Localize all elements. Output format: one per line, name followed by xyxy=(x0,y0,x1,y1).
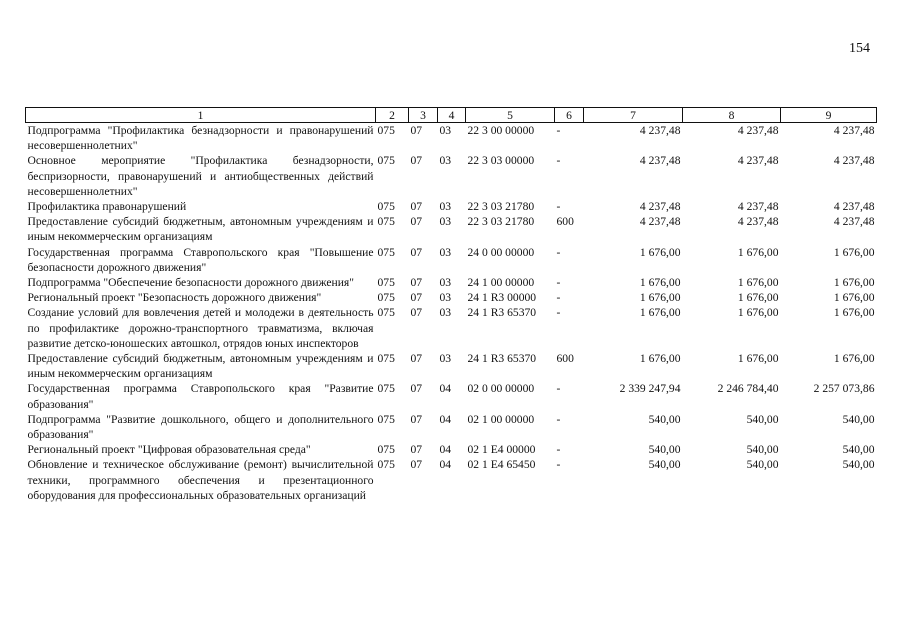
row-name: Обновление и техническое обслуживание (ремонт) вычислительной техники, программного обеспечения и презентационного оборудования для профессиональных образовательных организаций xyxy=(27,458,374,502)
row-amount-year-3: 1 676,00 xyxy=(833,352,875,366)
row-code-admin: 075 xyxy=(377,276,395,290)
table-body xyxy=(26,123,877,504)
row-code-target: 24 1 R3 00000 xyxy=(467,291,537,305)
row-code-target: 22 3 00 00000 xyxy=(467,124,535,137)
row-code-expense-type: - xyxy=(556,276,561,290)
row-name: Региональный проект "Безопасность дорожного движения" xyxy=(27,291,322,305)
row-name: Основное мероприятие "Профилактика безнадзорности, беспризорности, правонарушений и антиобщественных действий несовершеннолетних" xyxy=(27,154,374,198)
row-name: Государственная программа Ставропольского края "Развитие образования" xyxy=(27,382,374,411)
table-row xyxy=(26,214,877,244)
row-amount-year-2: 4 237,48 xyxy=(737,215,779,229)
row-amount-year-3: 1 676,00 xyxy=(833,245,875,259)
row-amount-year-1: 4 237,48 xyxy=(639,154,681,168)
row-amount-year-3: 540,00 xyxy=(842,412,875,426)
row-amount-year-1: 4 237,48 xyxy=(639,215,681,229)
row-code-section: 07 xyxy=(410,154,423,168)
row-name: Предоставление субсидий бюджетным, автономным учреждениям и иным некоммерческим организациям xyxy=(27,352,374,381)
row-amount-year-2: 4 237,48 xyxy=(737,200,779,214)
row-code-expense-type: - xyxy=(556,291,561,305)
row-code-target: 24 1 00 00000 xyxy=(467,276,535,290)
row-code-subsection: 04 xyxy=(439,412,452,426)
row-code-admin: 075 xyxy=(377,215,395,229)
row-amount-year-3: 1 676,00 xyxy=(833,306,875,320)
table-row xyxy=(26,457,877,503)
header-row xyxy=(26,108,877,123)
row-amount-year-1: 1 676,00 xyxy=(639,352,681,366)
row-code-section: 07 xyxy=(410,291,423,305)
row-code-subsection: 03 xyxy=(439,291,452,305)
row-code-admin: 075 xyxy=(377,124,395,137)
row-amount-year-1: 540,00 xyxy=(648,412,681,426)
row-code-expense-type: - xyxy=(556,458,561,472)
row-code-expense-type: - xyxy=(556,382,561,396)
row-amount-year-2: 1 676,00 xyxy=(737,306,779,320)
row-code-section: 07 xyxy=(410,215,423,229)
row-code-target: 02 1 00 00000 xyxy=(467,412,535,426)
row-code-expense-type: - xyxy=(556,245,561,259)
row-code-expense-type: 600 xyxy=(556,352,574,366)
row-code-section: 07 xyxy=(410,306,423,320)
row-code-section: 07 xyxy=(410,382,423,396)
row-amount-year-1: 1 676,00 xyxy=(639,276,681,290)
row-code-admin: 075 xyxy=(377,443,395,457)
row-code-target: 02 1 E4 00000 xyxy=(467,443,536,457)
row-name: Подпрограмма "Обеспечение безопасности дорожного движения" xyxy=(27,276,354,290)
row-code-subsection: 03 xyxy=(439,245,452,259)
row-code-target: 24 1 R3 65370 xyxy=(467,352,537,366)
row-code-expense-type: - xyxy=(556,306,561,320)
row-amount-year-1: 1 676,00 xyxy=(639,306,681,320)
row-code-subsection: 03 xyxy=(439,124,452,137)
row-amount-year-1: 540,00 xyxy=(648,458,681,472)
row-code-target: 02 1 E4 65450 xyxy=(467,458,536,472)
row-name: Профилактика правонарушений xyxy=(27,200,187,214)
header-cell: 7 xyxy=(584,108,683,123)
row-amount-year-3: 540,00 xyxy=(842,458,875,472)
table-row xyxy=(26,123,877,154)
row-code-subsection: 03 xyxy=(439,200,452,214)
row-code-admin: 075 xyxy=(377,412,395,426)
table-row xyxy=(26,275,877,290)
table-row xyxy=(26,412,877,442)
row-amount-year-2: 1 676,00 xyxy=(737,291,779,305)
row-code-subsection: 03 xyxy=(439,352,452,366)
row-code-target: 24 1 R3 65370 xyxy=(467,306,537,320)
row-amount-year-2: 540,00 xyxy=(746,443,779,457)
row-code-expense-type: - xyxy=(556,124,561,137)
row-amount-year-3: 4 237,48 xyxy=(833,154,875,168)
row-amount-year-1: 4 237,48 xyxy=(639,124,681,137)
header-cell: 1 xyxy=(26,108,376,123)
row-code-subsection: 04 xyxy=(439,382,452,396)
row-code-section: 07 xyxy=(410,276,423,290)
row-amount-year-3: 4 237,48 xyxy=(833,124,875,137)
row-code-section: 07 xyxy=(410,412,423,426)
row-amount-year-1: 540,00 xyxy=(648,443,681,457)
row-amount-year-3: 2 257 073,86 xyxy=(813,382,875,396)
row-amount-year-1: 1 676,00 xyxy=(639,291,681,305)
row-amount-year-1: 2 339 247,94 xyxy=(619,382,681,396)
row-code-admin: 075 xyxy=(377,200,395,214)
row-code-subsection: 03 xyxy=(439,306,452,320)
header-cell: 3 xyxy=(409,108,438,123)
table-row xyxy=(26,351,877,381)
header-cell: 6 xyxy=(555,108,584,123)
row-amount-year-3: 540,00 xyxy=(842,443,875,457)
table-row xyxy=(26,245,877,275)
table-row xyxy=(26,153,877,199)
table-row xyxy=(26,199,877,214)
row-name: Создание условий для вовлечения детей и молодежи в деятельность по профилактике дорожно-транспортного травматизма, включая развитие детско-юношеских автошкол, отрядов юных инспекторов xyxy=(27,306,374,350)
row-amount-year-3: 4 237,48 xyxy=(833,200,875,214)
row-code-admin: 075 xyxy=(377,458,395,472)
row-code-section: 07 xyxy=(410,200,423,214)
table-row xyxy=(26,381,877,411)
header-cell: 2 xyxy=(376,108,409,123)
row-name: Подпрограмма "Развитие дошкольного, общего и дополнительного образования" xyxy=(27,412,374,442)
row-amount-year-2: 1 676,00 xyxy=(737,276,779,290)
row-amount-year-2: 540,00 xyxy=(746,412,779,426)
table-row xyxy=(26,305,877,351)
row-code-target: 22 3 03 21780 xyxy=(467,215,535,229)
row-name: Предоставление субсидий бюджетным, автономным учреждениям и иным некоммерческим организациям xyxy=(27,215,374,244)
row-code-subsection: 03 xyxy=(439,154,452,168)
table-row xyxy=(26,442,877,457)
row-code-section: 07 xyxy=(410,352,423,366)
row-amount-year-1: 1 676,00 xyxy=(639,245,681,259)
row-amount-year-2: 540,00 xyxy=(746,458,779,472)
row-code-section: 07 xyxy=(410,124,423,137)
row-code-admin: 075 xyxy=(377,154,395,168)
row-amount-year-2: 4 237,48 xyxy=(737,154,779,168)
row-amount-year-3: 4 237,48 xyxy=(833,215,875,229)
row-code-section: 07 xyxy=(410,245,423,259)
row-code-expense-type: 600 xyxy=(556,215,574,229)
row-code-target: 22 3 03 21780 xyxy=(467,200,535,214)
row-code-subsection: 03 xyxy=(439,276,452,290)
row-code-admin: 075 xyxy=(377,291,395,305)
row-code-expense-type: - xyxy=(556,443,561,457)
row-name: Государственная программа Ставропольского края "Повышение безопасности дорожного движения" xyxy=(27,245,374,274)
row-code-subsection: 04 xyxy=(439,443,452,457)
row-code-admin: 075 xyxy=(377,352,395,366)
header-cell: 9 xyxy=(781,108,877,123)
row-amount-year-2: 1 676,00 xyxy=(737,352,779,366)
row-amount-year-2: 1 676,00 xyxy=(737,245,779,259)
row-amount-year-3: 1 676,00 xyxy=(833,276,875,290)
row-code-subsection: 03 xyxy=(439,215,452,229)
row-name: Региональный проект "Цифровая образовательная среда" xyxy=(27,443,311,457)
row-amount-year-2: 4 237,48 xyxy=(737,124,779,137)
row-amount-year-3: 1 676,00 xyxy=(833,291,875,305)
row-amount-year-1: 4 237,48 xyxy=(639,200,681,214)
row-code-expense-type: - xyxy=(556,412,561,426)
row-code-expense-type: - xyxy=(556,154,561,168)
header-cell: 4 xyxy=(438,108,466,123)
row-code-admin: 075 xyxy=(377,245,395,259)
row-code-admin: 075 xyxy=(377,306,395,320)
row-code-target: 02 0 00 00000 xyxy=(467,382,535,396)
row-code-subsection: 04 xyxy=(439,458,452,472)
page-number: 154 xyxy=(849,41,870,56)
header-cell: 8 xyxy=(683,108,781,123)
row-code-admin: 075 xyxy=(377,382,395,396)
table-row xyxy=(26,290,877,305)
header-cell: 5 xyxy=(466,108,555,123)
row-code-target: 22 3 03 00000 xyxy=(467,154,535,168)
row-code-section: 07 xyxy=(410,458,423,472)
row-code-target: 24 0 00 00000 xyxy=(467,245,535,259)
row-code-expense-type: - xyxy=(556,200,561,214)
budget-table xyxy=(25,107,877,503)
row-code-section: 07 xyxy=(410,443,423,457)
row-name: Подпрограмма "Профилактика безнадзорности и правонарушений несовершеннолетних" xyxy=(27,124,374,153)
row-amount-year-2: 2 246 784,40 xyxy=(717,382,779,396)
